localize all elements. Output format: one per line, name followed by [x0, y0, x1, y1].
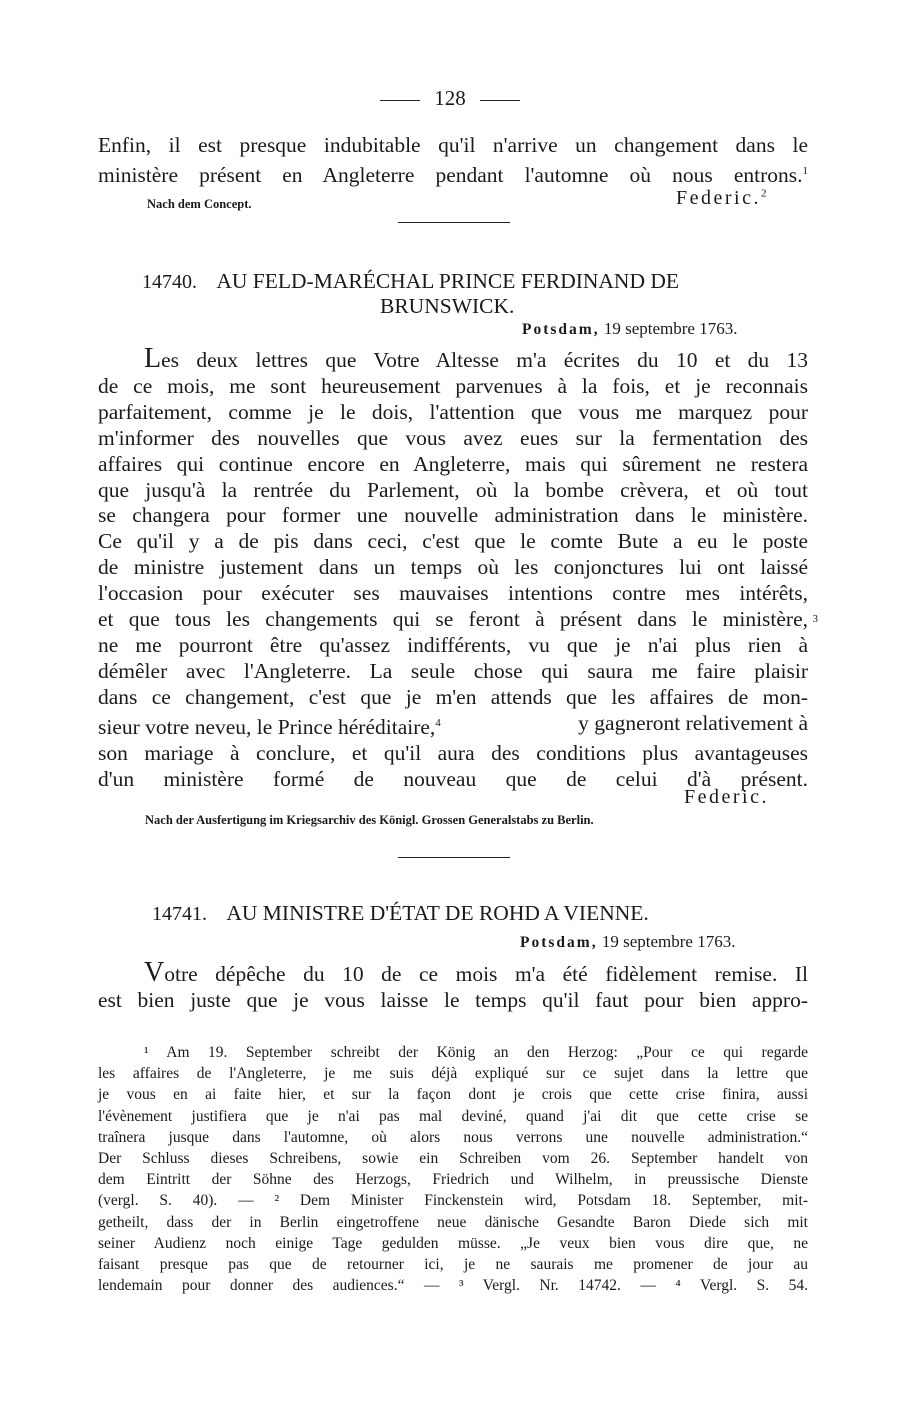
- letter1-line-3: parfaitement, comme je le dois, l'attention que vous me marquez pour: [98, 399, 808, 424]
- intro-signature-text: Federic.: [676, 187, 761, 209]
- letter1-title-line2: BRUNSWICK.: [380, 294, 515, 318]
- footnotes: [98, 1042, 808, 1296]
- intro-source: Nach dem Concept.: [147, 197, 252, 211]
- dash-right: [480, 100, 520, 101]
- letter1-dropcap: L: [144, 343, 162, 374]
- page-number: 128: [434, 86, 466, 110]
- letter1-line-13: démêler avec l'Angleterre. La seule chose qui saura me faire plaisir: [98, 658, 808, 683]
- letter1-line-7: se changera pour former une nouvelle administration dans le ministère.: [98, 503, 808, 528]
- footnote-line-7: dem Eintritt der Söhne des Herzogs, Friedrich und Wilhelm, in preussische Dienste: [98, 1171, 808, 1189]
- letter1-line-15: [98, 711, 808, 741]
- footnote-line-12: lendemain pour donner des audiences.“ — ³ Vergl. Nr. 14742. — ⁴ Vergl. S. 54.: [98, 1277, 808, 1295]
- footnote-mark-2: 2: [760, 187, 769, 200]
- letter1-line-9: de ministre justement dans un temps où les conjonctures lui ont laissé: [98, 555, 808, 580]
- letter2-place: Potsdam,: [520, 934, 598, 951]
- letter2-title: AU MINISTRE D'ÉTAT DE ROHD A VIENNE.: [226, 901, 649, 925]
- letter1-number: 14740.: [142, 271, 197, 293]
- footnote-line-6: Der Schluss dieses Schreibens, sowie ein Schreiben vom 26. September handelt von: [98, 1150, 808, 1168]
- footnote-line-2: les affaires de l'Angleterre, je me suis déjà expliqué sur ce sujet dans la lettre que: [98, 1065, 808, 1083]
- footnote-line-9: getheilt, dass der in Berlin eingetroffene neue dänische Gesandte Baron Diede sich mit: [98, 1213, 808, 1231]
- letter1-line-5: affaires qui continue encore en Angleterre, mais qui sûrement ne restera: [98, 451, 808, 476]
- letter2-heading: [152, 900, 649, 927]
- letter1-line-15-text: sieur votre neveu, le Prince héréditaire,: [98, 714, 436, 739]
- letter2-date: 19 septembre 1763.: [601, 932, 736, 951]
- letter1-line-1-text: es deux lettres que Votre Altesse m'a écrites du 10 et du 13: [161, 348, 808, 372]
- letter2-line-1: [98, 957, 808, 988]
- letter1-line-6: que jusqu'à la rentrée du Parlement, où la bombe crèvera, et où tout: [98, 477, 808, 502]
- letter1-line-10: l'occasion pour exécuter ses mauvaises intentions contre mes intérêts,: [98, 581, 808, 606]
- letter1-line-14: dans ce changement, c'est que je m'en attends que les affaires de mon-: [98, 684, 808, 709]
- letter1-line-4: m'informer des nouvelles que vous avez eues sur la fermentation des: [98, 425, 808, 450]
- letter2-number: 14741.: [152, 903, 207, 925]
- letter2-dateline: [520, 932, 735, 952]
- footnote-mark-3: 3: [812, 613, 818, 626]
- letter1-source: Nach der Ausfertigung im Kriegsarchiv des Königl. Grossen Generalstabs zu Berlin.: [145, 813, 594, 827]
- letter2-body: [98, 957, 808, 1014]
- footnote-line-11: faisant presque pas que de retourner ici, je ne saurais me promener de jour au: [98, 1256, 808, 1274]
- dash-left: [380, 100, 420, 101]
- footnote-line-1: ¹ Am 19. September schreibt der König an den Herzog: „Pour ce qui regarde: [144, 1044, 808, 1061]
- letter1-line-17: d'un ministère formé de nouveau que de celui d'à présent.: [98, 766, 808, 791]
- letter1-line-11-text: et que tous les changements qui se feront à présent dans le ministère,: [98, 607, 808, 632]
- letter1-line-15-left: [98, 711, 441, 741]
- separator-rule-1: [398, 222, 510, 223]
- letter1-line-12: ne me pourront être qu'assez indifférents, vu que je n'ai plus rien à: [98, 632, 808, 657]
- footnote-mark-1: 1: [802, 164, 808, 177]
- letter1-date: 19 septembre 1763.: [603, 319, 738, 338]
- letter1-line-16: son mariage à conclure, et qu'il aura des conditions plus avantageuses: [98, 740, 808, 765]
- footnote-line-3: je vous en ai faite hier, et sur la façon dont je crois que cette crise finira, aussi: [98, 1086, 808, 1104]
- separator-rule-2: [398, 857, 510, 858]
- intro-signature: [676, 187, 769, 210]
- footnote-line-5: traînera jusque dans l'automne, où alors nous verrons une nouvelle administration.“: [98, 1128, 808, 1146]
- footnote-mark-4: 4: [435, 716, 441, 729]
- letter1-title-line1: AU FELD-MARÉCHAL PRINCE FERDINAND DE: [216, 269, 680, 293]
- letter1-line-2: de ce mois, me sont heureusement parvenues à la fois, et je reconnais: [98, 373, 808, 398]
- intro-paragraph: [98, 133, 808, 189]
- footnote-line-10: seiner Audienz noch einige Tage gedulden müsse. „Je veux bien vous dire que, ne: [98, 1234, 808, 1252]
- letter1-line-8: Ce qu'il y a de pis dans ceci, c'est que le comte Bute a eu le poste: [98, 529, 808, 554]
- letter1-place: Potsdam,: [522, 321, 600, 338]
- letter2-dropcap: V: [144, 957, 165, 988]
- intro-line-1: Enfin, il est presque indubitable qu'il n'arrive un changement dans le: [98, 133, 808, 157]
- letter1-line-1: [98, 343, 808, 374]
- footnote-line-4: l'évènement justifiera que je n'ai pas mal deviné, quand j'ai dit que cette crise se: [98, 1107, 808, 1125]
- intro-line-2: [98, 159, 808, 189]
- letter1-signature: Federic.: [684, 786, 769, 808]
- letter1-heading: [142, 268, 782, 295]
- letter2-line-1-text: otre dépêche du 10 de ce mois m'a été fidèlement remise. Il: [164, 962, 808, 986]
- letter1-line-11: [98, 607, 818, 633]
- letter1-body: [98, 343, 818, 793]
- footnote-line-8: (vergl. S. 40). — ² Dem Minister Finckenstein wird, Potsdam 18. September, mit-: [98, 1192, 808, 1210]
- intro-line-2-text: ministère présent en Angleterre pendant l'automne où nous entrons.: [98, 163, 803, 188]
- running-head: [0, 86, 900, 111]
- letter1-dateline: [522, 319, 737, 339]
- letter2-line-2: est bien juste que je vous laisse le temps qu'il faut pour bien appro-: [98, 987, 808, 1012]
- letter1-line-15-right: y gagneront relativement à: [578, 710, 808, 735]
